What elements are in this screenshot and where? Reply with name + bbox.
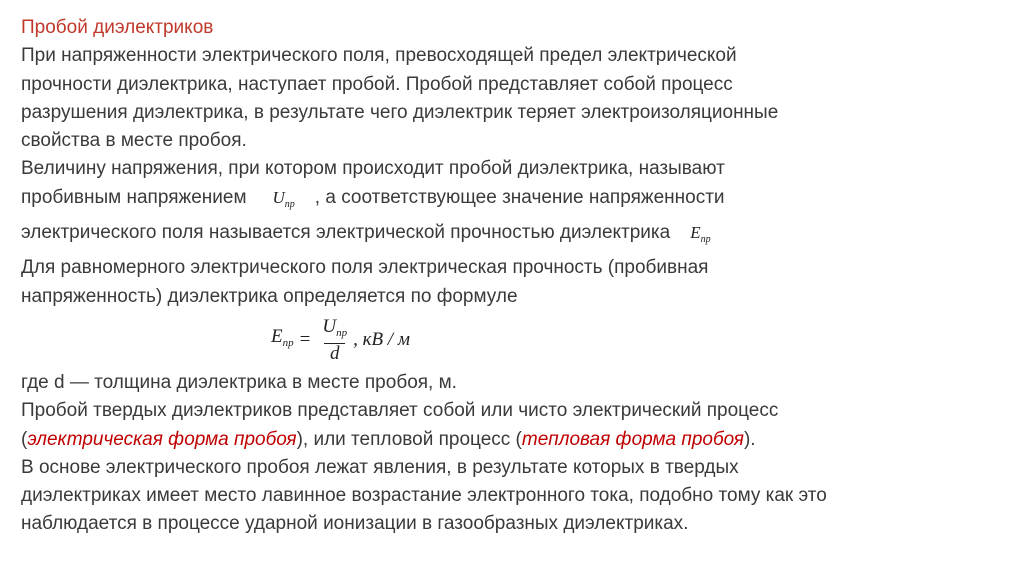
formula-lhs-letter: E [271,326,283,348]
paragraph-line [21,219,1021,254]
paragraph-line: напряженность) диэлектрика определяется по формуле [21,285,518,307]
formula-row [21,311,1021,369]
paragraph-line: наблюдается в процессе ударной ионизации в газообразных диэлектриках. [21,513,689,535]
text-fragment: ). [743,428,756,450]
symbol-letter: U [272,187,285,207]
paragraph-line [21,426,1021,454]
slide-title: Пробой диэлектриков [21,17,214,38]
formula-fraction [320,317,349,364]
breakdown-voltage-symbol [273,184,295,219]
formula-lhs [271,323,294,357]
symbol-letter: E [690,223,701,243]
paragraph-line [21,184,1021,219]
formula-lhs-subscript: пр [282,337,294,350]
paragraph-line: диэлектриках имеет место лавинное возрастание электронного тока, подобно тому как это [21,485,827,507]
text-fragment: пробивным напряжением [21,186,247,208]
paragraph-line: где d — толщина диэлектрика в месте пробоя, м. [21,371,457,393]
slide-body [21,14,1021,539]
text-fragment: ), или тепловой процесс ( [296,428,522,450]
highlight-term-electrical: электрическая форма пробоя [27,428,297,450]
paragraph-line: прочности диэлектрика, наступает пробой. Пробой представляет собой процесс [21,73,733,95]
symbol-subscript: пр [700,234,711,246]
symbol-subscript: пр [284,198,295,210]
highlight-term-thermal: тепловая форма пробоя [521,428,744,450]
paragraph-line: Для равномерного электрического поля электрическая прочность (пробивная [21,257,709,279]
paragraph-line: При напряженности электрического поля, превосходящей предел электрической [21,45,737,67]
paragraph-line: Пробой твердых диэлектриков представляет собой или чисто электрический процесс [21,400,779,422]
formula-numerator [320,317,349,343]
formula-denominator: d [324,343,346,364]
formula-unit: , кВ / м [353,329,410,351]
paragraph-line: В основе электрического пробоя лежат явления, в результате которых в твердых [21,456,739,478]
dielectric-strength-symbol [690,219,710,254]
paragraph-line: свойства в месте пробоя. [21,130,247,152]
formula-numerator-letter: U [322,315,337,337]
text-fragment: , а соответствующее значение напряженности [314,186,725,208]
text-fragment: ( [21,428,28,450]
text-fragment: электрического поля называется электрической прочностью диэлектрика [21,222,671,244]
formula-equals: = [299,329,311,351]
paragraph-line: разрушения диэлектрика, в результате чего диэлектрик теряет электроизоляционные [21,101,779,123]
paragraph-line: Величину напряжения, при котором происходит пробой диэлектрика, называют [21,158,725,180]
dielectric-strength-formula [271,317,410,364]
formula-numerator-subscript: пр [336,326,348,339]
